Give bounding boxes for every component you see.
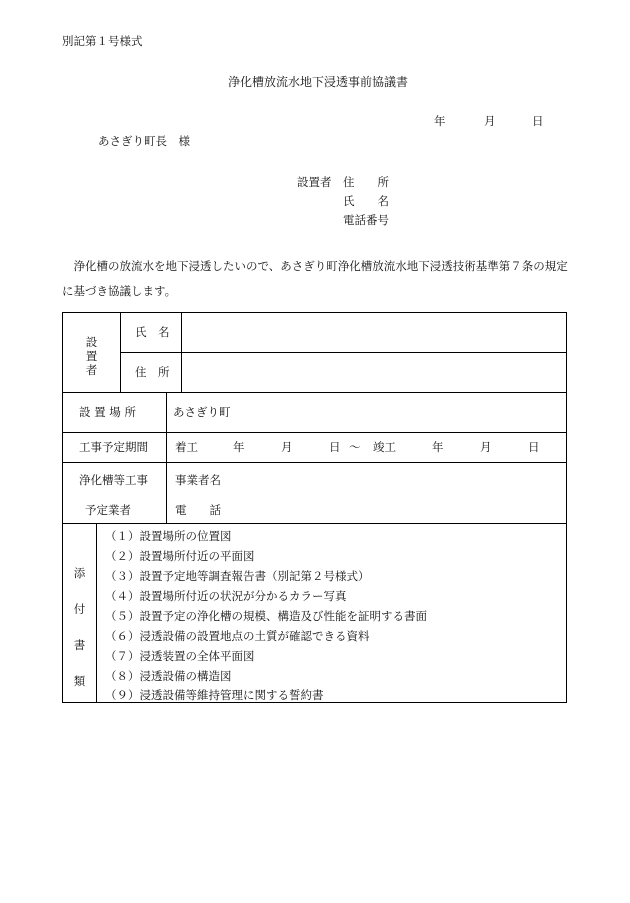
schedule-start-day: 日 (329, 440, 341, 454)
attachments-header-char: 添 (73, 566, 86, 580)
contractor-business-label: 事業者名 (175, 473, 221, 487)
attachment-item: （３）設置予定地等調査報告書（別記第２号様式） (105, 569, 370, 583)
attachment-item: （９）浸透設備等維持管理に関する誓約書 (105, 688, 324, 702)
installer-address-label: 住 所 (135, 365, 170, 379)
installer-header-char: 者 (85, 363, 98, 377)
contractor-phone-label: 電 話 (175, 503, 221, 517)
attachment-item: （７）浸透装置の全体平面図 (105, 649, 255, 663)
row-divider (63, 523, 566, 524)
installer-header-char: 置 (85, 349, 98, 363)
addressee: あさぎり町長 様 (98, 134, 190, 148)
column-divider (120, 313, 121, 392)
form-number: 別記第１号様式 (62, 34, 143, 48)
attachments-header-char: 類 (73, 674, 86, 688)
applicant-phone-label: 電話番号 (343, 213, 389, 227)
schedule-label: 工事予定期間 (79, 440, 148, 454)
row-divider (63, 392, 566, 393)
attachment-item: （６）浸透設備の設置地点の土質が確認できる資料 (105, 629, 370, 643)
attachment-item: （８）浸透設備の構造図 (105, 669, 232, 683)
column-divider (96, 523, 97, 702)
body-paragraph: 浄化槽の放流水を地下浸透したいので、あさぎり町浄化槽放流水地下浸透技術基準第７条の規定に基づき協議します。 (62, 259, 568, 298)
attachment-item: （２）設置場所付近の平面図 (105, 549, 255, 563)
location-label: 設 置 場 所 (79, 405, 136, 419)
attachments-header-char: 付 (73, 602, 86, 616)
column-divider (166, 392, 167, 523)
installer-header-char: 設 (85, 335, 98, 349)
schedule-tilde: 〜 (349, 440, 361, 454)
attachments-header (63, 555, 96, 699)
attachment-item: （４）設置場所付近の状況が分かるカラー写真 (105, 589, 347, 603)
document-title: 浄化槽放流水地下浸透事前協議書 (228, 75, 409, 89)
location-value: あさぎり町 (173, 405, 231, 419)
row-divider (63, 462, 566, 463)
contractor-label-line2: 予定業者 (85, 503, 131, 517)
installer-header (63, 335, 120, 377)
schedule-end-label: 竣工 (373, 440, 396, 454)
applicant-name-label: 氏 名 (343, 194, 389, 208)
attachment-item: （５）設置予定の浄化槽の規模、構造及び性能を証明する書面 (105, 609, 427, 623)
contractor-label-line1: 浄化槽等工事 (79, 473, 148, 487)
attachment-item: （１）設置場所の位置図 (105, 529, 232, 543)
row-divider (63, 432, 566, 433)
date-month: 月 (484, 114, 496, 128)
schedule-start-label: 着工 (175, 440, 198, 454)
column-divider (181, 313, 182, 392)
row-divider (120, 352, 566, 353)
date-day: 日 (532, 114, 544, 128)
schedule-end-month: 月 (480, 440, 492, 454)
date-year: 年 (434, 114, 446, 128)
application-form-table (62, 312, 567, 703)
applicant-address-label: 住 所 (343, 175, 389, 189)
schedule-end-day: 日 (528, 440, 540, 454)
schedule-start-year: 年 (233, 440, 245, 454)
schedule-start-month: 月 (281, 440, 293, 454)
installer-name-label: 氏 名 (135, 325, 170, 339)
schedule-end-year: 年 (432, 440, 444, 454)
applicant-role: 設置者 (297, 175, 332, 189)
attachments-header-char: 書 (73, 638, 86, 652)
